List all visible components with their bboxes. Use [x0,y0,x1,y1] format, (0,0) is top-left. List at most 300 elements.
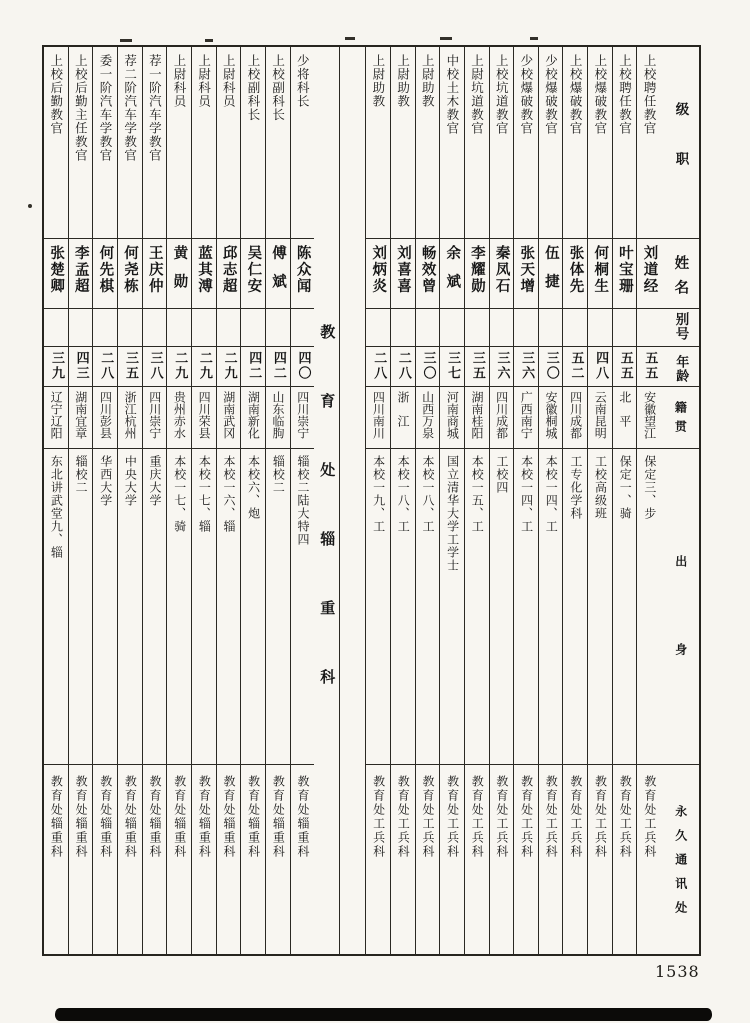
origin-text: 安徽桐城 [543,391,558,439]
background-text: 重庆大学 [148,455,163,507]
age-text: 二九 [221,351,237,381]
alias-cell [291,309,315,347]
alias-cell [391,309,415,347]
age-cell [44,347,68,387]
origin-cell [69,387,93,449]
origin-cell [291,387,315,449]
address-text: 教育处工兵科 [470,775,485,859]
background-text: 国立清华大学工学士 [445,455,460,572]
age-cell [440,347,464,387]
name-text: 蓝其溥 [196,245,213,295]
name-text: 张体先 [567,245,584,295]
alias-cell [241,309,265,347]
row-header-column [661,47,699,954]
origin-text: 浙江杭州 [123,391,138,439]
address-text: 教育处辎重科 [222,775,237,859]
alias-header-label: 别号 [672,312,689,341]
background-header-cell [661,449,699,765]
rank-text: 上尉助教 [395,54,411,108]
rank-cell [241,47,265,239]
address-cell [440,765,464,954]
rank-cell [366,47,390,239]
age-text: 三九 [48,351,64,381]
address-cell [465,765,489,954]
address-text: 教育处辎重科 [123,775,138,859]
age-header-label: 年龄 [673,355,689,383]
background-text: 工专化学科 [568,455,583,520]
background-text: 工校四 [494,455,509,494]
address-text: 教育处辎重科 [172,775,187,859]
age-text: 二九 [172,351,188,381]
name-cell [143,239,167,309]
rank-text: 上校爆破教官 [568,54,584,135]
person-column [167,47,192,954]
name-text: 秦凤石 [493,245,510,295]
age-cell [391,347,415,387]
name-cell [465,239,489,309]
background-cell [44,449,68,765]
origin-cell [241,387,265,449]
rank-cell [192,47,216,239]
alias-cell [192,309,216,347]
origin-cell [416,387,440,449]
background-text: 本校一七、骑 [172,455,187,533]
background-cell [539,449,563,765]
rank-text: 上校后勤教官 [48,54,64,135]
address-cell [93,765,117,954]
origin-cell [391,387,415,449]
background-cell [416,449,440,765]
person-column [391,47,416,954]
age-text: 三八 [147,351,163,381]
address-text: 教育处工兵科 [494,775,509,859]
alias-cell [366,309,390,347]
background-cell [613,449,637,765]
background-cell [167,449,191,765]
age-text: 三五 [469,351,485,381]
rank-text: 少校爆破教官 [518,54,534,135]
name-text: 李耀勋 [468,245,485,295]
address-cell [241,765,265,954]
origin-text: 四川崇宁 [295,391,310,439]
age-cell [613,347,637,387]
address-text: 教育处辎重科 [295,775,310,859]
origin-text: 湖南新化 [246,391,261,439]
age-text: 二九 [196,351,212,381]
rank-text: 上校爆破教官 [592,54,608,135]
address-cell [539,765,563,954]
person-column [143,47,168,954]
background-cell [440,449,464,765]
name-text: 何尧栋 [122,245,139,295]
address-cell [192,765,216,954]
background-cell [241,449,265,765]
origin-header-cell [661,387,699,449]
rank-text: 荐二阶汽车学教官 [122,54,138,162]
name-cell [366,239,390,309]
name-cell [93,239,117,309]
name-cell [241,239,265,309]
rank-text: 上尉科员 [196,54,212,108]
rank-cell [93,47,117,239]
person-column [613,47,638,954]
address-cell [490,765,514,954]
age-cell [563,347,587,387]
rank-cell [563,47,587,239]
address-cell [416,765,440,954]
person-column [241,47,266,954]
origin-text: 四川成都 [494,391,509,439]
rank-cell [391,47,415,239]
empty-divider-column [340,47,366,954]
name-cell [118,239,142,309]
age-cell [143,347,167,387]
alias-cell [440,309,464,347]
age-text: 二八 [98,351,114,381]
origin-text: 北 平 [617,391,632,427]
origin-text: 四川荣县 [197,391,212,439]
age-cell [217,347,241,387]
background-text: 本校六、炮 [246,455,261,520]
age-cell [167,347,191,387]
address-cell [366,765,390,954]
address-cell [118,765,142,954]
age-cell [69,347,93,387]
address-cell [291,765,315,954]
background-text: 辎校二陆大特四 [295,455,310,546]
background-text: 本校一六、辎 [222,455,237,533]
origin-cell [637,387,661,449]
rank-text: 上校副科长 [270,54,286,122]
origin-text: 贵州赤水 [172,391,187,439]
scan-speck [440,37,452,40]
background-cell [514,449,538,765]
address-text: 教育处工兵科 [618,775,633,859]
origin-cell [118,387,142,449]
rank-text: 上尉科员 [171,54,187,108]
alias-cell [514,309,538,347]
rank-cell [588,47,612,239]
name-cell [69,239,93,309]
name-text: 刘道经 [641,245,658,295]
rank-cell [167,47,191,239]
rank-cell [44,47,68,239]
background-cell [490,449,514,765]
rank-text: 上尉坑道教官 [469,54,485,135]
name-cell [490,239,514,309]
address-cell [69,765,93,954]
alias-cell [143,309,167,347]
rank-cell [118,47,142,239]
origin-cell [266,387,290,449]
origin-cell [563,387,587,449]
origin-cell [167,387,191,449]
age-text: 四八 [593,351,609,381]
background-cell [366,449,390,765]
name-cell [167,239,191,309]
address-header-cell [661,765,699,954]
background-cell [143,449,167,765]
rank-cell [69,47,93,239]
name-cell [217,239,241,309]
alias-cell [539,309,563,347]
address-cell [266,765,290,954]
rank-header-label: 级职 [672,102,689,201]
background-text: 辎校二 [271,455,286,494]
background-header-label: 出身 [673,555,688,731]
rank-text: 荐一阶汽车学教官 [147,54,163,162]
age-cell [588,347,612,387]
background-cell [93,449,117,765]
address-text: 教育处工兵科 [568,775,583,859]
age-text: 二八 [371,351,387,381]
name-cell [637,239,661,309]
background-text: 辎校二 [74,455,89,494]
name-text: 刘炳炎 [370,245,387,295]
person-column [192,47,217,954]
name-text: 傅斌 [269,245,286,302]
address-cell [391,765,415,954]
background-text: 本校一八、工 [396,455,411,533]
age-cell [93,347,117,387]
scan-bottom-bar [55,1008,712,1021]
name-cell [514,239,538,309]
name-text: 邱志超 [220,245,237,295]
person-column [539,47,564,954]
name-text: 李孟超 [72,245,89,295]
alias-cell [167,309,191,347]
section-title: 教育处辎重科 [318,324,337,738]
origin-cell [440,387,464,449]
address-text: 教育处工兵科 [519,775,534,859]
section-divider-column [314,47,340,954]
address-header-label: 永久通讯处 [673,805,688,925]
name-cell [192,239,216,309]
origin-text: 湖南宜章 [73,391,88,439]
alias-header-cell [661,309,699,347]
origin-cell [93,387,117,449]
origin-text: 安徽望江 [642,391,657,439]
address-cell [637,765,661,954]
age-cell [291,347,315,387]
rank-text: 委一阶汽车学教官 [98,54,114,162]
person-column [490,47,515,954]
alias-cell [588,309,612,347]
name-text: 余斌 [444,245,461,302]
name-text: 伍捷 [542,245,559,302]
background-text: 本校一八、工 [420,455,435,533]
address-cell [613,765,637,954]
address-cell [167,765,191,954]
rank-cell [440,47,464,239]
person-column [563,47,588,954]
alias-cell [118,309,142,347]
background-text: 华西大学 [98,455,113,507]
scan-speck [345,37,355,40]
background-cell [291,449,315,765]
rank-text: 上校聘任教官 [642,54,658,135]
age-text: 二八 [395,351,411,381]
age-text: 四二 [246,351,262,381]
rank-text: 上尉科员 [221,54,237,108]
origin-text: 云南昆明 [593,391,608,439]
person-column [93,47,118,954]
origin-text: 四川彭县 [98,391,113,439]
address-cell [563,765,587,954]
rank-text: 上尉助教 [420,54,436,108]
age-cell [490,347,514,387]
age-text: 五五 [642,351,658,381]
age-cell [118,347,142,387]
scan-speck [28,204,32,208]
rank-cell [291,47,315,239]
person-column [217,47,242,954]
address-cell [514,765,538,954]
name-cell [613,239,637,309]
name-header-label: 姓名 [672,255,689,304]
age-text: 四三 [73,351,89,381]
age-text: 三五 [122,351,138,381]
age-cell [416,347,440,387]
age-text: 三〇 [420,351,436,381]
address-text: 教育处工兵科 [445,775,460,859]
background-text: 本校一七、辎 [197,455,212,533]
origin-header-label: 籍贯 [673,401,688,439]
alias-cell [266,309,290,347]
address-text: 教育处辎重科 [246,775,261,859]
person-column [118,47,143,954]
name-text: 何先棋 [97,245,114,295]
origin-cell [217,387,241,449]
age-text: 三六 [494,351,510,381]
address-text: 教育处工兵科 [642,775,657,859]
name-text: 黄勋 [171,245,188,302]
address-text: 教育处辎重科 [148,775,163,859]
address-text: 教育处工兵科 [420,775,435,859]
rank-text: 少将科长 [295,54,311,108]
address-cell [143,765,167,954]
age-cell [366,347,390,387]
alias-cell [69,309,93,347]
alias-cell [563,309,587,347]
alias-cell [44,309,68,347]
age-text: 五五 [617,351,633,381]
address-text: 教育处工兵科 [396,775,411,859]
name-header-cell [661,239,699,309]
person-column [514,47,539,954]
background-text: 中央大学 [123,455,138,507]
rank-cell [637,47,661,239]
origin-cell [44,387,68,449]
age-text: 三六 [519,351,535,381]
rank-text: 中校土木教官 [444,54,460,135]
address-text: 教育处辎重科 [98,775,113,859]
origin-cell [192,387,216,449]
background-cell [118,449,142,765]
rank-text: 上校坑道教官 [494,54,510,135]
background-cell [563,449,587,765]
page-number: 1538 [655,962,700,981]
age-text: 四二 [270,351,286,381]
rank-cell [465,47,489,239]
age-cell [637,347,661,387]
name-text: 张天增 [518,245,535,295]
rank-cell [490,47,514,239]
person-column [69,47,94,954]
age-cell [514,347,538,387]
background-text: 东北讲武堂九、辎 [49,455,64,559]
scan-speck [530,37,538,40]
age-cell [266,347,290,387]
alias-cell [490,309,514,347]
scan-speck [120,39,132,42]
name-cell [391,239,415,309]
rank-cell [539,47,563,239]
name-text: 刘喜喜 [394,245,411,295]
age-text: 五二 [568,351,584,381]
background-cell [69,449,93,765]
origin-text: 辽宁辽阳 [49,391,64,439]
origin-text: 广西南宁 [519,391,534,439]
name-cell [44,239,68,309]
alias-cell [217,309,241,347]
rank-header-cell [661,47,699,239]
origin-text: 山西万泉 [420,391,435,439]
background-text: 本校一五、工 [470,455,485,533]
name-cell [266,239,290,309]
name-text: 叶宝珊 [616,245,633,295]
age-text: 三七 [445,351,461,381]
address-text: 教育处工兵科 [371,775,386,859]
background-cell [266,449,290,765]
origin-cell [465,387,489,449]
background-text: 本校一九、工 [371,455,386,533]
rank-cell [613,47,637,239]
alias-cell [637,309,661,347]
person-column [266,47,291,954]
rank-cell [266,47,290,239]
person-column [416,47,441,954]
origin-text: 湖南武冈 [221,391,236,439]
address-text: 教育处辎重科 [271,775,286,859]
origin-cell [588,387,612,449]
origin-text: 四川崇宁 [147,391,162,439]
address-text: 教育处辎重科 [197,775,212,859]
rank-text: 上校后勤主任教官 [73,54,89,162]
background-text: 保定三、步 [642,455,657,520]
address-text: 教育处工兵科 [544,775,559,859]
person-column [366,47,391,954]
age-text: 三〇 [543,351,559,381]
background-text: 保定一、骑 [618,455,633,520]
name-cell [588,239,612,309]
name-cell [440,239,464,309]
background-text: 工校高级班 [593,455,608,520]
name-cell [563,239,587,309]
alias-cell [416,309,440,347]
background-text: 本校一四、工 [519,455,534,533]
name-text: 王庆仲 [146,245,163,295]
rank-text: 上校副科长 [245,54,261,122]
background-text: 本校一四、工 [544,455,559,533]
rank-text: 少校爆破教官 [543,54,559,135]
name-cell [416,239,440,309]
rank-cell [514,47,538,239]
person-column [291,47,315,954]
age-header-cell [661,347,699,387]
name-text: 陈众闻 [294,245,311,295]
rank-cell [416,47,440,239]
